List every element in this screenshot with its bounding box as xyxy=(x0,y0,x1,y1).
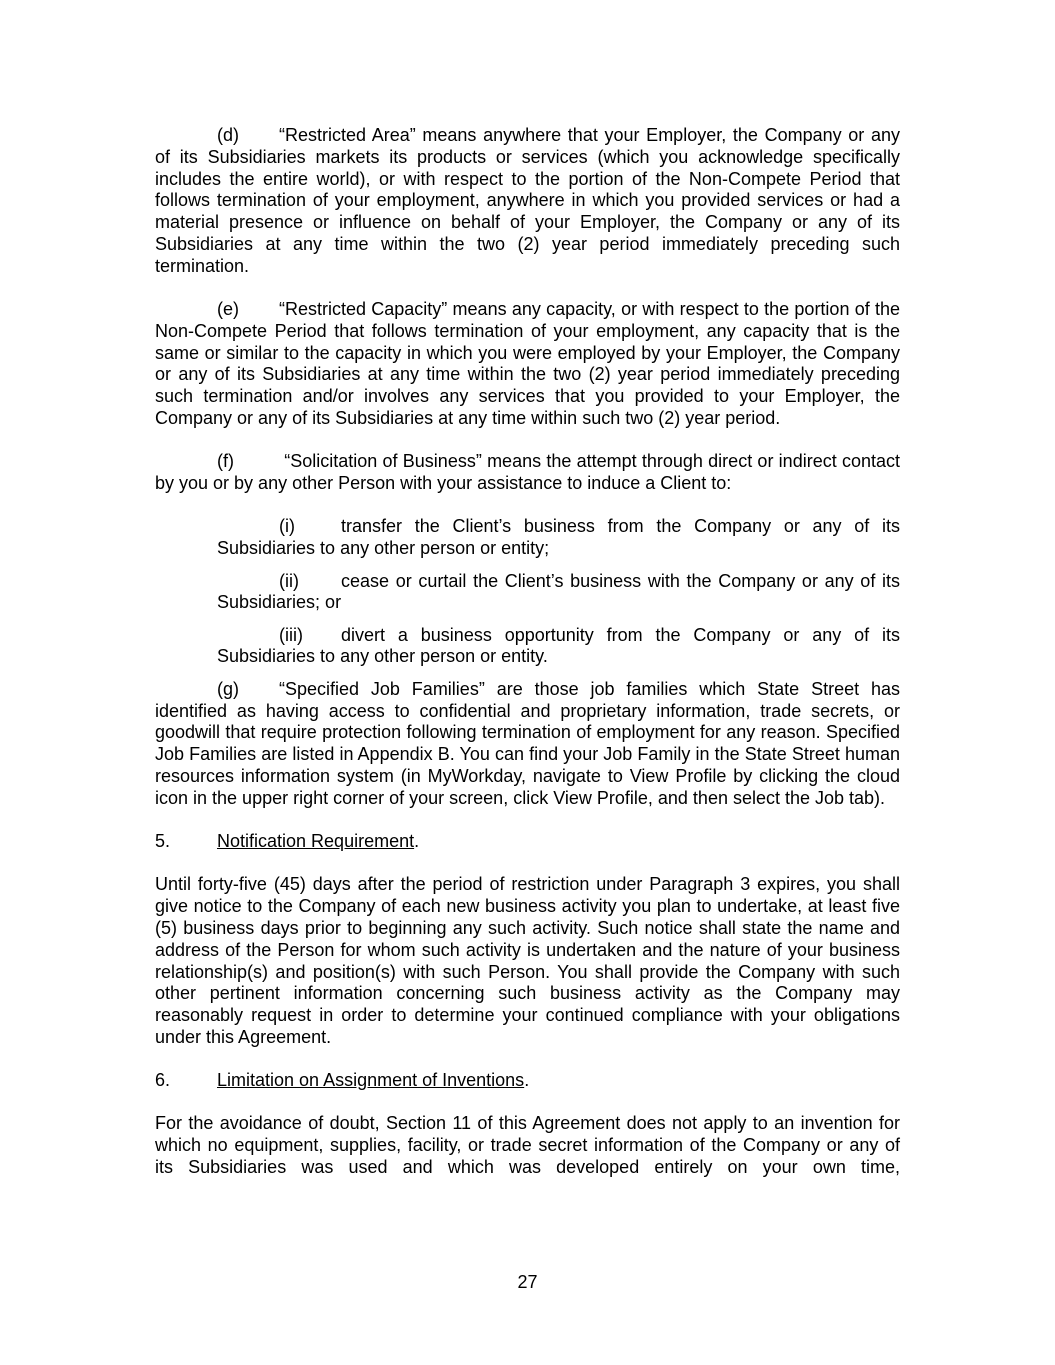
paragraph-f-item-ii-label: (ii) xyxy=(279,570,299,591)
paragraph-e-label: (e) xyxy=(217,299,239,320)
paragraph-d xyxy=(155,125,900,278)
paragraph-f-item-ii-text: cease or curtail the Client’s business with the Company or any of its Subsidiaries; or xyxy=(217,570,900,613)
paragraph-f-text: “Solicitation of Business” means the attempt through direct or indirect contact by you or by any other Person with your assistance to induce a Client to: xyxy=(155,451,900,494)
section-6-title: Limitation on Assignment of Inventions xyxy=(217,1070,525,1091)
paragraph-f-item-ii xyxy=(217,571,900,615)
paragraph-g xyxy=(155,679,900,810)
section-6-body: For the avoidance of doubt, Section 11 of this Agreement does not apply to an invention for which no equipment, supplies, facility, or trade secret information of the Company or any of its Subsidiaries was used and which was developed entirely on your own time, xyxy=(155,1113,900,1178)
paragraph-e xyxy=(155,299,900,430)
section-5-body: Until forty-five (45) days after the period of restriction under Paragraph 3 expires, you shall give notice to the Company of each new business activity you plan to undertake, at least five (5) business days prior to beginning any such activity. Such notice shall state the name and address of the Person for whom such activity is undertaken and the nature of your business relationship(s) and position(s) with such Person. You shall provide the Company with such other pertinent information concerning such business activity as the Company may reasonably request in order to determine your continued compliance with your obligations under this Agreement. xyxy=(155,874,900,1047)
paragraph-f xyxy=(155,451,900,495)
section-6-title-suffix: . xyxy=(524,1070,530,1091)
paragraph-g-text: “Specified Job Families” are those job families which State Street has identified as having access to confidential and proprietary information, trade secrets, or goodwill that require protection following termination of employment for any reason. Specified Job Families are listed in Appendix B. You can find your Job Family in the State Street human resources information system (in MyWorkday, navigate to View Profile by clicking the cloud icon in the upper right corner of your screen, click View Profile, and then select the Job tab). xyxy=(155,678,900,808)
section-5-title-suffix: . xyxy=(414,831,420,852)
paragraph-d-label: (d) xyxy=(217,125,239,145)
paragraph-f-item-i-label: (i) xyxy=(279,516,295,537)
paragraph-f-item-i-text: transfer the Client’s business from the Company or any of its Subsidiaries to any other person or entity; xyxy=(217,516,900,559)
section-5-number: 5. xyxy=(155,831,171,852)
paragraph-f-item-iii-text: divert a business opportunity from the Company or any of its Subsidiaries to any other person or entity. xyxy=(217,624,900,667)
page-number: 27 xyxy=(517,1272,538,1292)
section-6-heading xyxy=(155,1070,900,1092)
document-body xyxy=(155,125,900,1179)
paragraph-f-item-iii-label: (iii) xyxy=(279,624,303,645)
paragraph-f-label: (f) xyxy=(217,451,234,472)
section-6-number: 6. xyxy=(155,1070,171,1091)
paragraph-g-label: (g) xyxy=(217,678,239,699)
paragraph-d-text: “Restricted Area” means anywhere that your Employer, the Company or any of its Subsidiaries markets its products or services (which you acknowledge specifically includes the entire world), or with respect to the portion of the Non-Compete Period that follows termination of your employment, anywhere in which you provided services or had a material presence or influence on behalf of your Employer, the Company or any of its Subsidiaries at any time within the two (2) year period immediately preceding such termination. xyxy=(155,125,900,276)
paragraph-f-item-iii xyxy=(217,625,900,669)
paragraph-f-item-i xyxy=(217,516,900,560)
section-5-heading xyxy=(155,831,900,853)
paragraph-e-text: “Restricted Capacity” means any capacity, or with respect to the portion of the Non-Compete Period that follows termination of your employment, any capacity that is the same or similar to the capacity in which you were employed by your Employer, the Company or any of its Subsidiaries at any time within the two (2) year period immediately preceding such termination and/or involves any services that you provided to your Employer, the Company or any of its Subsidiaries at any time within such two (2) year period. xyxy=(155,299,900,429)
section-5-title: Notification Requirement xyxy=(217,831,415,852)
